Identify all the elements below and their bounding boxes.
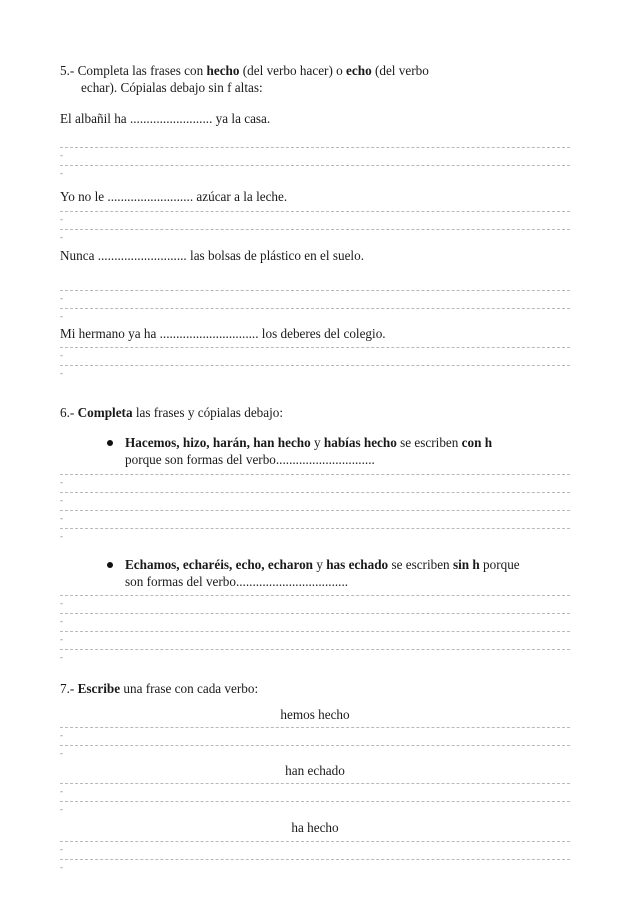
ex5-instruction-line2: echar). Cópialas debajo sin f altas:: [81, 80, 263, 95]
writing-line[interactable]: [60, 710, 570, 728]
ex7-word-escribe: Escribe: [77, 681, 121, 696]
ex6-b2-sin-h: sin h: [452, 557, 480, 572]
ex5-sentence-4: Mi hermano ya ha .............................. los deberes del colegio.: [60, 326, 386, 341]
ex6-b1-con-h: con h: [461, 435, 493, 450]
writing-line[interactable]: [60, 578, 570, 596]
writing-line[interactable]: [60, 728, 570, 746]
ex7-verb-3: ha hecho: [291, 820, 339, 835]
ex5-word-echo: echo: [346, 63, 372, 78]
writing-line[interactable]: [60, 475, 570, 493]
ex6-b2-text: y: [313, 557, 327, 572]
writing-line[interactable]: [60, 348, 570, 366]
ex7-number: 7.-: [60, 681, 75, 696]
ex6-b1-forms: Hacemos, hizo, harán, han hecho: [125, 435, 311, 450]
ex6-number: 6.-: [60, 405, 75, 420]
writing-line[interactable]: [60, 457, 570, 475]
ex5-instr-text: Completa las frases con: [77, 63, 207, 78]
writing-line[interactable]: [60, 596, 570, 614]
writing-line[interactable]: [60, 148, 570, 166]
ex5-sentence-3: Nunca ........................... las bolsas de plástico en el suelo.: [60, 248, 364, 263]
ex7-writing-lines-1[interactable]: [60, 710, 570, 746]
writing-line[interactable]: [60, 784, 570, 802]
ex7-instruction: [60, 681, 258, 697]
ex5-writing-lines-2[interactable]: [60, 194, 570, 230]
ex6-bullet-2: [107, 557, 520, 573]
ex7-verb-2: han echado: [285, 763, 345, 778]
ex6-b2-forms: Echamos, echaréis, echo, echaron: [125, 557, 314, 572]
ex6-b2-text-2: se escriben: [388, 557, 453, 572]
writing-line[interactable]: [60, 194, 570, 212]
ex5-instruction: [60, 63, 429, 79]
ex6-b2-text-3: porque: [479, 557, 520, 572]
ex5-writing-lines-4[interactable]: [60, 330, 570, 366]
writing-line[interactable]: [60, 291, 570, 309]
ex6-b1-form-habias: habías hecho: [323, 435, 397, 450]
ex7-writing-lines-3[interactable]: [60, 824, 570, 860]
bullet-icon: [107, 562, 113, 568]
writing-line[interactable]: [60, 632, 570, 650]
ex5-writing-lines-3[interactable]: [60, 273, 570, 309]
writing-line[interactable]: [60, 842, 570, 860]
writing-line[interactable]: [60, 493, 570, 511]
ex5-instr-text-3: (del verbo: [371, 63, 429, 78]
ex6-word-completa: Completa: [77, 405, 133, 420]
ex6-b2-form-has-echado: has echado: [326, 557, 389, 572]
bullet-icon: [107, 440, 113, 446]
ex7-verb-1: hemos hecho: [280, 707, 350, 722]
ex5-writing-lines-1[interactable]: [60, 130, 570, 166]
ex6-writing-lines-1[interactable]: [60, 457, 570, 529]
ex5-sentence-1: El albañil ha ......................... ya la casa.: [60, 111, 271, 126]
writing-line[interactable]: [60, 614, 570, 632]
ex7-instr-text: una frase con cada verbo:: [120, 681, 259, 696]
ex7-writing-lines-2[interactable]: [60, 766, 570, 802]
writing-line[interactable]: [60, 212, 570, 230]
ex5-number: 5.-: [60, 63, 75, 78]
ex6-writing-lines-2[interactable]: [60, 578, 570, 650]
ex6-b1-text: y: [310, 435, 324, 450]
writing-line[interactable]: [60, 824, 570, 842]
writing-line[interactable]: [60, 330, 570, 348]
ex6-bullet-1-line2: porque son formas del verbo..............................: [125, 452, 375, 467]
ex5-word-hecho: hecho: [206, 63, 240, 78]
writing-line[interactable]: [60, 766, 570, 784]
ex5-instr-text-2: (del verbo hacer) o: [239, 63, 347, 78]
ex6-instruction: [60, 405, 283, 421]
writing-line[interactable]: [60, 273, 570, 291]
ex6-bullet-1: [107, 435, 492, 451]
writing-line[interactable]: [60, 511, 570, 529]
ex5-sentence-2: Yo no le .......................... azúcar a la leche.: [60, 189, 288, 204]
ex6-bullet-2-line2: son formas del verbo..................................: [125, 574, 349, 589]
ex6-instr-text: las frases y cópialas debajo:: [132, 405, 284, 420]
writing-line[interactable]: [60, 130, 570, 148]
ex6-b1-text-2: se escriben: [396, 435, 462, 450]
